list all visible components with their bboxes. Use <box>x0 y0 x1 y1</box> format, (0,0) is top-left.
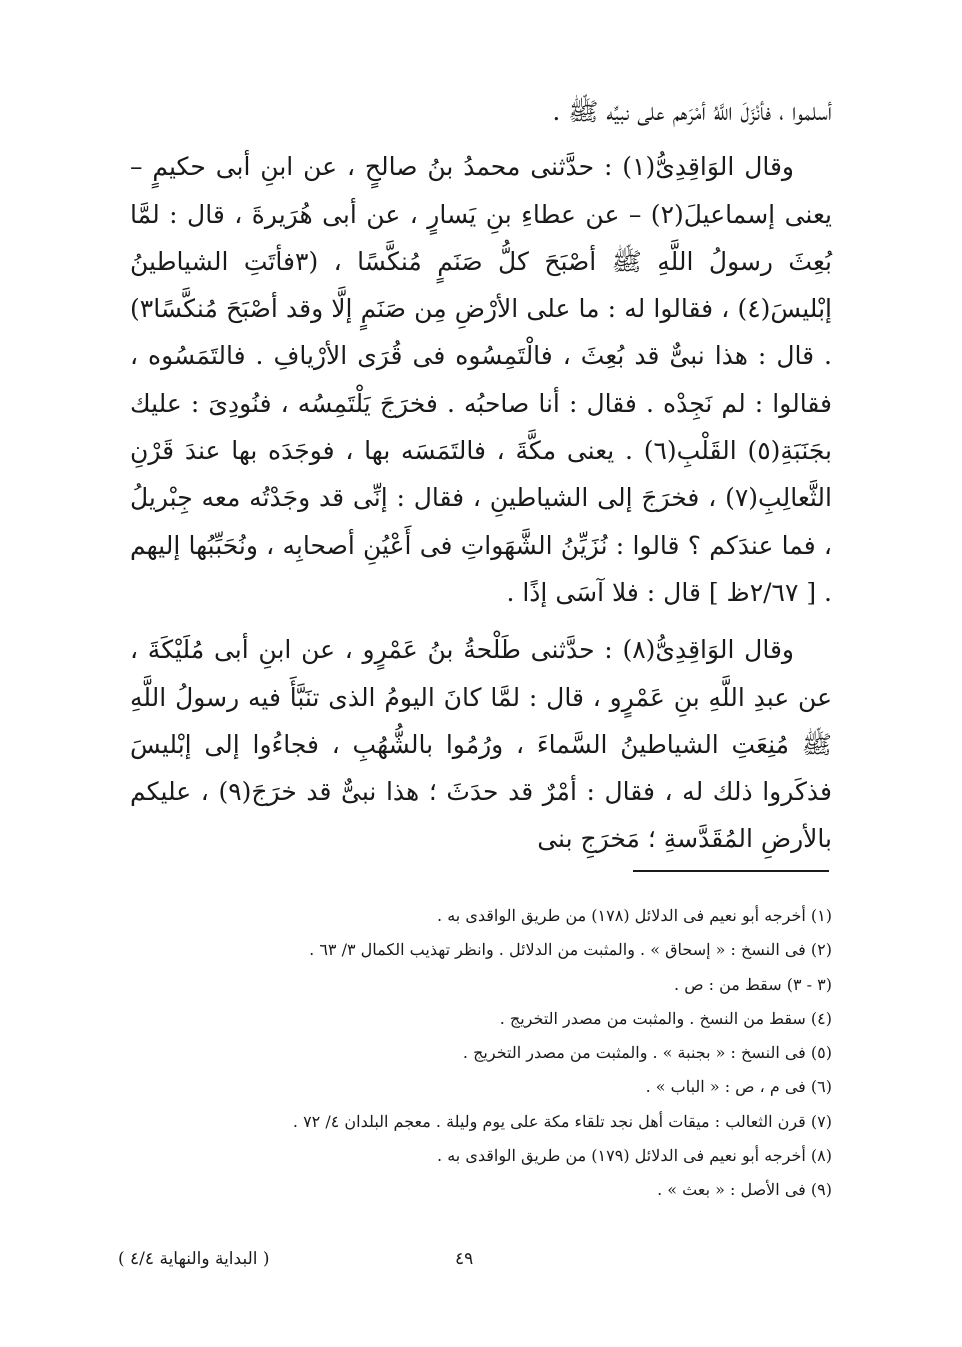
main-text <box>130 88 832 863</box>
page-number: ٤٩ <box>455 1249 474 1269</box>
footnotes <box>130 899 832 1208</box>
footnote-6: (٦) فى م ، ص : « الباب » . <box>645 1077 832 1097</box>
footnote-9: (٩) فى الأصل : « بعث » . <box>657 1180 832 1200</box>
running-title: ( البداية والنهاية ٤/٤ ) <box>118 1249 270 1269</box>
footnote-3: (٣ - ٣) سقط من : ص . <box>674 974 832 994</box>
paragraph-1: أسلموا ، فأنْزَلَ اللَّهُ أمْرَهم على نبيِّه ﷺ . <box>552 97 832 126</box>
footnote-7: (٧) قرن الثعالب : ميقات أهل نجد تلقاء مكة على يوم وليلة . معجم البلدان ٤/ ٧٢ . <box>292 1111 832 1131</box>
page-footer <box>0 1249 962 1279</box>
footnote-2: (٢) فى النسخ : « إسحاق » . والمثبت من الدلائل . وانظر تهذيب الكمال ٣/ ٦٣ . <box>309 940 832 960</box>
paragraph-3: وقال الوَاقِدِىُّ(٨) : حدَّثنى طَلْحةُ بنُ عَمْرٍو ، عن ابنِ أبى مُلَيْكَةَ ، عن عبدِ اللَّهِ بنِ عَمْرٍو ، قال : لمَّا كانَ اليومُ الذى تنَبَّأَ فيه رسولُ اللَّهِ ﷺ مُنِعَتِ الشياطينُ السَّماءَ ، ورُمُوا بالشُّهُبِ ، فجاءُوا إلى إبْليسَ فذكَروا ذلك له ، فقال : أمْرٌ قد حدَثَ ؛ هذا نبىٌّ قد خرَجَ(٩) ، عليكم بالأرضِ المُقَدَّسةِ ؛ مَخرَجِ بنى <box>130 635 832 854</box>
footnote-1: (١) أخرجه أبو نعيم فى الدلائل (١٧٨) من طريق الواقدى به . <box>437 906 832 925</box>
paragraph-2: وقال الوَاقِدِىُّ(١) : حدَّثنى محمدُ بنُ صالحٍ ، عن ابنِ أبى حكيمٍ – يعنى إسماعيلَ(٢) – عن عطاءِ بنِ يَسارٍ ، عن أبى هُرَيرةَ ، قال : لمَّا بُعِثَ رسولُ اللَّهِ ﷺ أصْبَحَ كلُّ صَنَمٍ مُنكَّسًا ، (٣فأتَتِ الشياطينُ إبْليسَ(٤) ، فقالوا له : ما على الأرْضِ مِن صَنَمٍ إلَّا وقد أصْبَحَ مُنكَّسًا٣) . قال : هذا نبىٌّ قد بُعِثَ ، فالْتَمِسُوه فى قُرَى الأرْيافِ . فالتَمَسُوه ، فقالوا : لم نَجِدْه . فقال : أنا صاحبُه . فخرَجَ يَلْتَمِسُه ، فنُودِىَ : عليك بجَنَبَةِ(٥) القَلْبِ(٦) . يعنى مكَّةَ ، فالتَمَسَه بها ، فوجَدَه بها عندَ قَرْنِ الثَّعالِبِ(٧) ، فخرَجَ إلى الشياطينِ ، فقال : إنِّى قد وجَدْتُه معه جِبْريلُ ، فما عندَكم ؟ قالوا : نُزَيِّنُ الشَّهَواتِ فى أَعْيُنِ أصحابِه ، ونُحَبِّبُها إليهم . [ ٢/٦٧ظ ] قال : فلا آسَى إذًا . <box>130 152 832 607</box>
footnote-separator <box>633 870 829 872</box>
footnote-8: (٨) أخرجه أبو نعيم فى الدلائل (١٧٩) من طريق الواقدى به . <box>437 1146 832 1166</box>
footnote-4: (٤) سقط من النسخ . والمثبت من مصدر التخريج . <box>499 1008 832 1028</box>
footnote-5: (٥) فى النسخ : « بجنبة » . والمثبت من مصدر التخريج . <box>462 1043 832 1063</box>
